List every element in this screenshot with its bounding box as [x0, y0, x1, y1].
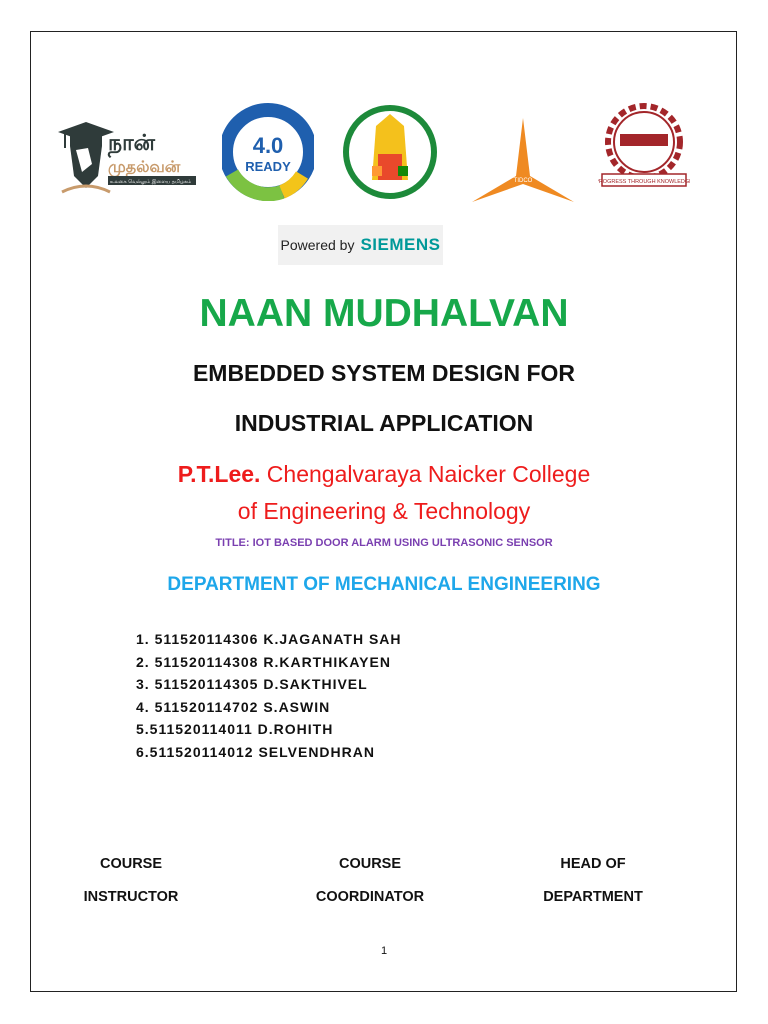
student-item: 2. 511520114308 R.KARTHIKAYEN: [136, 653, 391, 670]
svg-text:முதல்வன்: முதல்வன்: [108, 157, 181, 176]
tidco-logo: [470, 118, 576, 204]
signatory-course-coordinator: [290, 848, 450, 914]
svg-text:4.0: 4.0: [252, 133, 284, 158]
signatory-line2: INSTRUCTOR: [83, 889, 179, 905]
svg-text:PROGRESS THROUGH KNOWLEDGE: PROGRESS THROUGH KNOWLEDGE: [598, 179, 690, 185]
program-heading: NAAN MUDHALVAN: [199, 292, 569, 335]
signatory-line1: COURSE: [99, 856, 163, 872]
anna-university-logo: [598, 102, 690, 192]
signatory-course-instructor: [51, 848, 211, 914]
svg-text:TIDCO: TIDCO: [513, 178, 533, 184]
student-item: 3. 511520114305 D.SAKTHIVEL: [136, 676, 368, 692]
department-name: DEPARTMENT OF MECHANICAL ENGINEERING: [167, 574, 601, 595]
signatory-line1: HEAD OF: [560, 856, 626, 872]
page-number: 1: [380, 945, 388, 957]
college-name-line2: of Engineering & Technology: [237, 498, 531, 524]
svg-text:நான்: நான்: [108, 131, 155, 156]
signatory-line1: COURSE: [338, 856, 402, 872]
naan-mudhalvan-logo: [56, 118, 198, 198]
course-title-line1: EMBEDDED SYSTEM DESIGN FOR: [192, 360, 576, 386]
signatory-line2: COORDINATOR: [315, 889, 425, 905]
signatory-line2: DEPARTMENT: [543, 889, 643, 905]
student-item: 6.511520114012 SELVENDHRAN: [136, 743, 375, 760]
siemens-brand: SIEMENS: [360, 235, 441, 254]
powered-by-siemens-logo: [278, 225, 443, 265]
svg-text:உலகை வெல்லும் இளைய தமிழகம்: உலகை வெல்லும் இளைய தமிழகம்: [110, 179, 192, 185]
svg-text:READY: READY: [245, 159, 291, 174]
student-item: 1. 511520114306 K.JAGANATH SAH: [136, 631, 402, 647]
college-name-bold: P.T.Lee.: [177, 461, 261, 487]
course-title-line2: INDUSTRIAL APPLICATION: [234, 410, 534, 436]
industry-4-ready-logo: [222, 103, 314, 201]
student-list: [136, 628, 402, 763]
signatory-head-of-department: [513, 848, 673, 914]
project-title: TITLE: IOT BASED DOOR ALARM USING ULTRASONIC SENSOR: [215, 537, 553, 549]
student-item: 5.511520114011 D.ROHITH: [136, 721, 334, 737]
tamil-nadu-emblem: [342, 104, 438, 200]
powered-by-text: Powered by: [280, 237, 355, 253]
college-name-line1: [0, 461, 768, 488]
college-name-rest: Chengalvaraya Naicker College: [260, 461, 591, 487]
student-item: 4. 511520114702 S.ASWIN: [136, 698, 331, 715]
